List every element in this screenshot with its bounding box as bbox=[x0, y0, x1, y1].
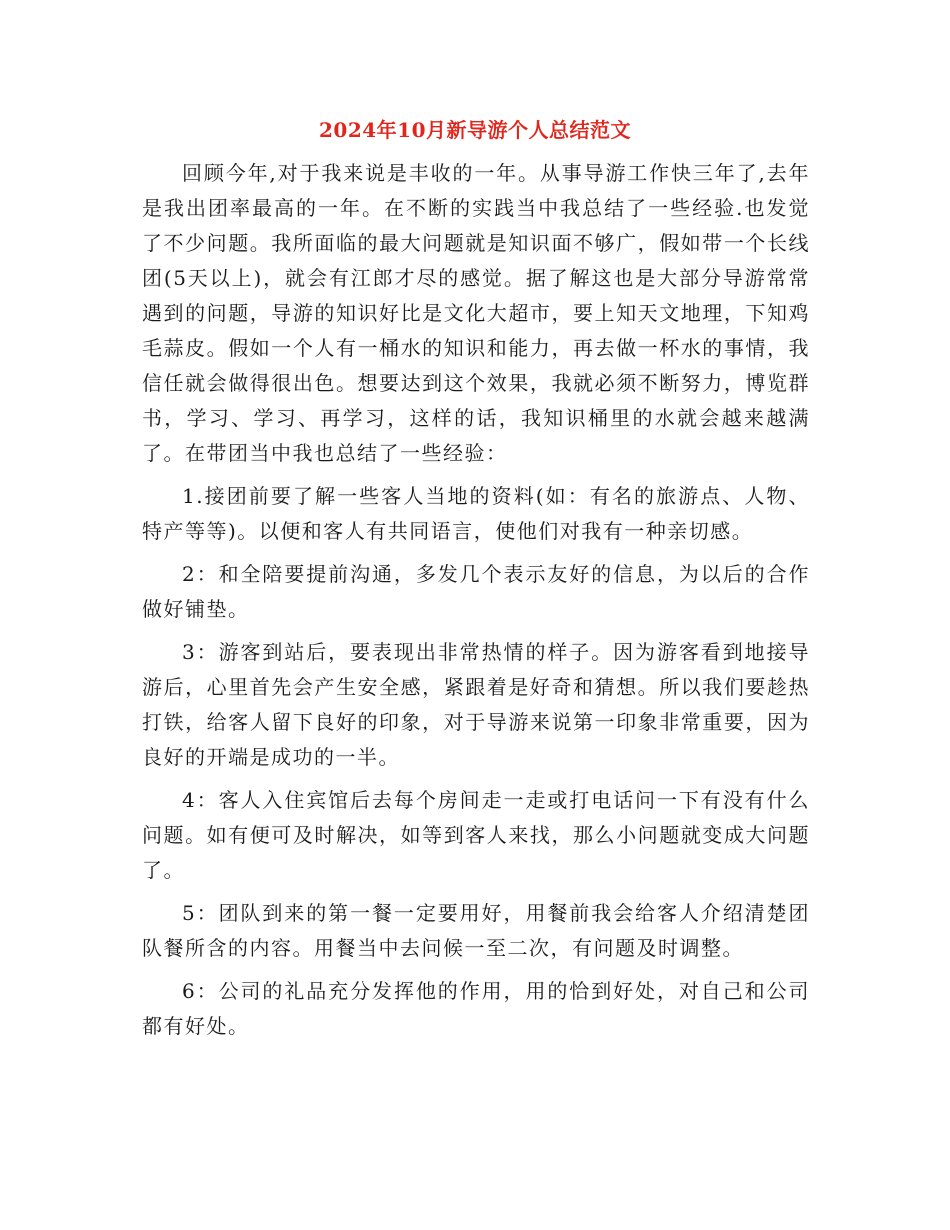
list-item: 1.接团前要了解一些客人当地的资料(如：有名的旅游点、人物、特产等等)。以便和客人有共同语言，使他们对我有一种亲切感。 bbox=[142, 484, 810, 543]
list-item: 6：公司的礼品充分发挥他的作用，用的恰到好处，对自己和公司都有好处。 bbox=[142, 979, 810, 1038]
list-item: 5：团队到来的第一餐一定要用好，用餐前我会给客人介绍清楚团队餐所含的内容。用餐当中去问候一至二次，有问题及时调整。 bbox=[142, 901, 810, 960]
document-title: 2024年10月新导游个人总结范文 bbox=[319, 118, 631, 142]
list-item: 4：客人入住宾馆后去每个房间走一走或打电话问一下有没有什么问题。如有便可及时解决，如等到客人来找，那么小问题就变成大问题了。 bbox=[142, 788, 810, 882]
document-body bbox=[142, 156, 810, 1044]
list-item: 3：游客到站后，要表现出非常热情的样子。因为游客看到地接导游后，心里首先会产生安全感，紧跟着是好奇和猜想。所以我们要趁热打铁，给客人留下良好的印象，对于导游来说第一印象非常重要，因为良好的开端是成功的一半。 bbox=[142, 640, 810, 769]
intro-paragraph: 回顾今年,对于我来说是丰收的一年。从事导游工作快三年了,去年是我出团率最高的一年。在不断的实践当中我总结了一些经验.也发觉了不少问题。我所面临的最大问题就是知识面不够广，假如带一个长线团(5天以上)，就会有江郎才尽的感觉。据了解这也是大部分导游常常遇到的问题，导游的知识好比是文化大超市，要上知天文地理，下知鸡毛蒜皮。假如一个人有一桶水的知识和能力，再去做一杯水的事情，我信任就会做得很出色。想要达到这个效果，我就必须不断努力，博览群书，学习、学习、再学习，这样的话，我知识桶里的水就会越来越满了。在带团当中我也总结了一些经验： bbox=[142, 161, 810, 465]
list-item: 2：和全陪要提前沟通，多发几个表示友好的信息，为以后的合作做好铺垫。 bbox=[142, 562, 810, 621]
